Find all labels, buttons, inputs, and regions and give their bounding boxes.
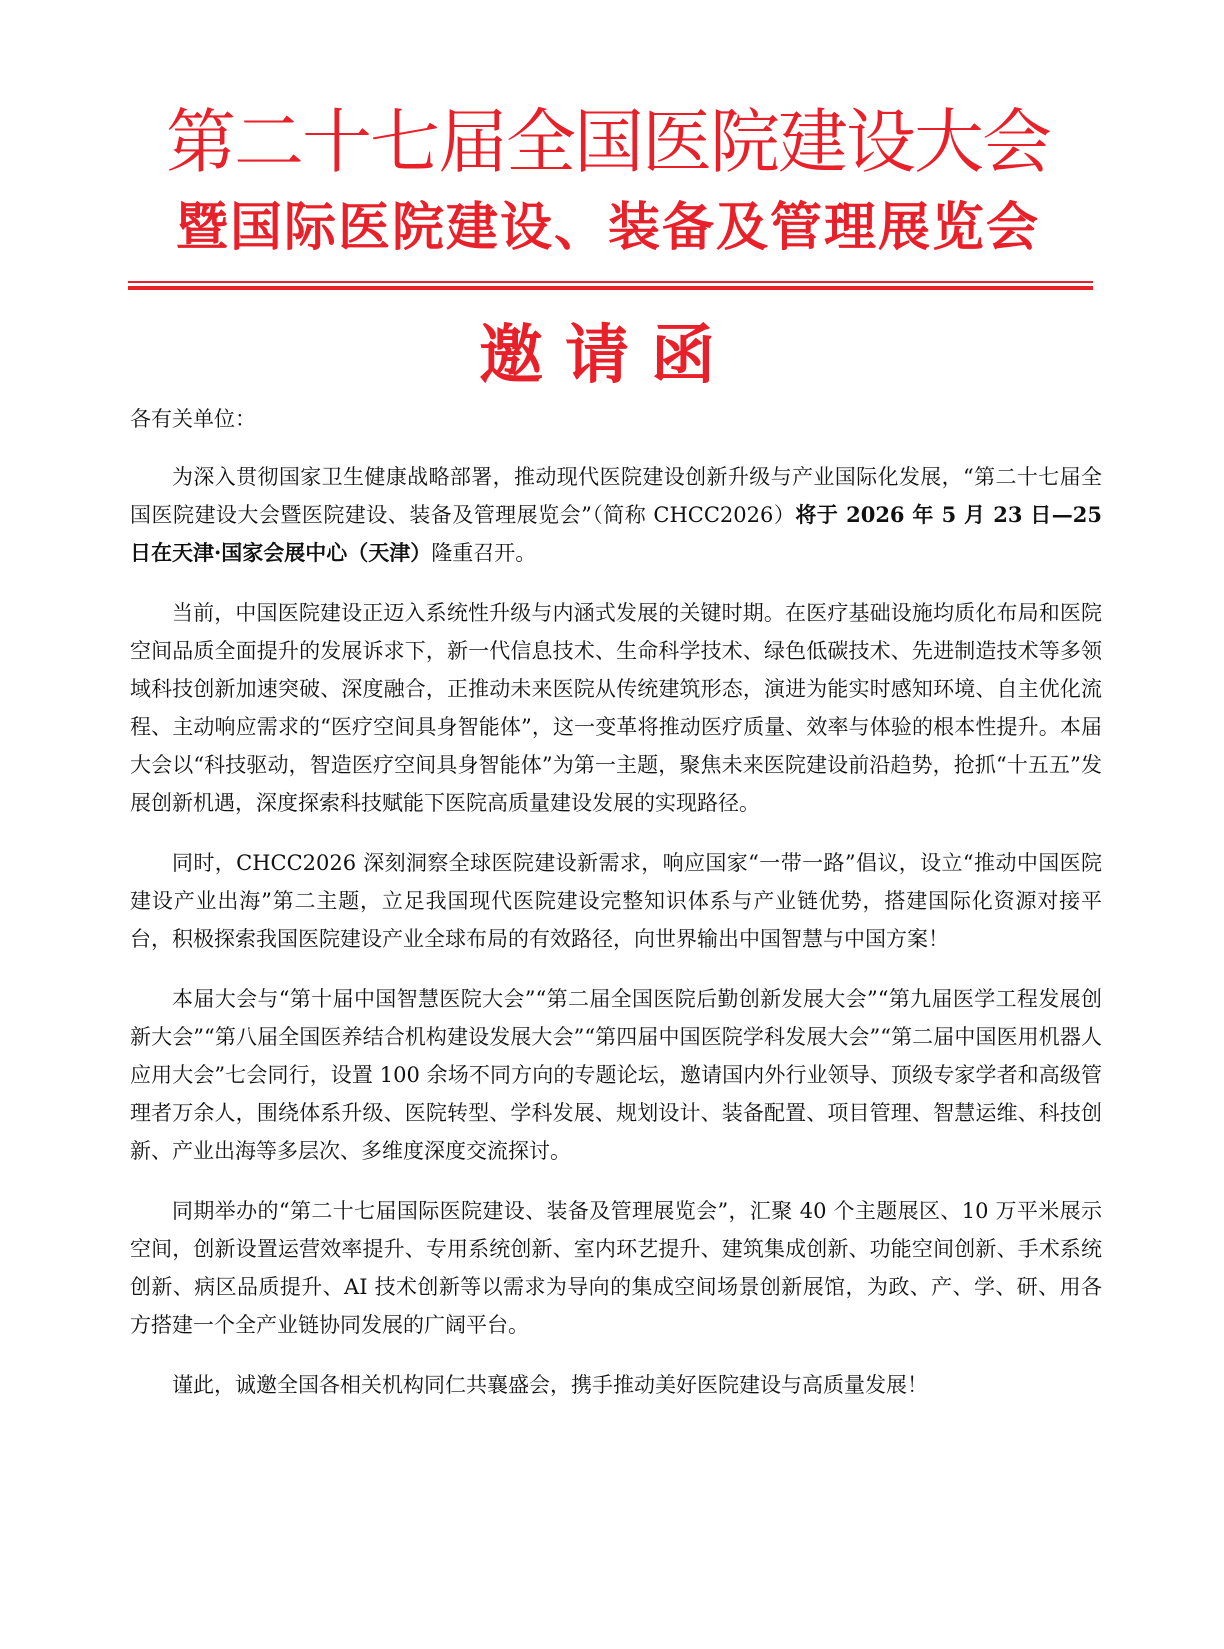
paragraph-intro: [130, 458, 1102, 572]
exhibition-subtitle: 暨国际医院建设、装备及管理展览会: [175, 197, 1040, 258]
salutation: 各有关单位：: [130, 407, 256, 431]
letter-body: [130, 400, 1102, 1426]
intro-text: 为深入贯彻国家卫生健康战略部署，推动现代医院建设创新升级与产业国际化发展，“第二十七届全国医院建设大会暨医院建设、装备及管理展览会”（简称 CHCC2026）: [130, 465, 1102, 527]
paragraph-concurrent-conferences: 本届大会与“第十届中国智慧医院大会”“第二届全国医院后勤创新发展大会”“第九届医学工程发展创新大会”“第八届全国医养结合机构建设发展大会”“第四届中国医院学科发展大会”“第二届中国医用机器人应用大会”七会同行，设置 100 余场不同方向的专题论坛，邀请国内外行业领导、顶级专家学者和高级管理者万余人，围绕体系升级、医院转型、学科发展、规划设计、装备配置、项目管理、智慧运维、科技创新、产业出海等多层次、多维度深度交流探讨。: [130, 987, 1102, 1163]
paragraph-background: 当前，中国医院建设正迈入系统性升级与内涵式发展的关键时期。在医疗基础设施均质化布局和医院空间品质全面提升的发展诉求下，新一代信息技术、生命科学技术、绿色低碳技术、先进制造技术等多领域科技创新加速突破、深度融合，正推动未来医院从传统建筑形态，演进为能实时感知环境、自主优化流程、主动响应需求的“医疗空间具身智能体”，这一变革将推动医疗质量、效率与体验的根本性提升。本届大会以“科技驱动，智造医疗空间具身智能体”为第一主题，聚焦未来医院建设前沿趋势，抢抓“十五五”发展创新机遇，深度探索科技赋能下医院高质量建设发展的实现路径。: [130, 601, 1102, 815]
paragraph-closing: 谨此，诚邀全国各相关机构同仁共襄盛会，携手推动美好医院建设与高质量发展！: [172, 1373, 928, 1397]
intro-closing: 隆重召开。: [431, 541, 537, 565]
header-divider-thick: [128, 286, 1093, 290]
header-divider-thin: [128, 281, 1093, 283]
document-title: 邀请函: [479, 318, 737, 393]
conference-title: 第二十七届全国医院建设大会: [166, 101, 1050, 183]
paragraph-second-theme: 同时，CHCC2026 深刻洞察全球医院建设新需求，响应国家“一带一路”倡议，设立“推动中国医院建设产业出海”第二主题，立足我国现代医院建设完整知识体系与产业链优势，搭建国际化资源对接平台，积极探索我国医院建设产业全球布局的有效路径，向世界输出中国智慧与中国方案！: [130, 851, 1102, 951]
paragraph-exhibition: 同期举办的“第二十七届国际医院建设、装备及管理展览会”，汇聚 40 个主题展区、10 万平米展示空间，创新设置运营效率提升、专用系统创新、室内环艺提升、建筑集成创新、功能空间创新、手术系统创新、病区品质提升、AI 技术创新等以需求为导向的集成空间场景创新展馆，为政、产、学、研、用各方搭建一个全产业链协同发展的广阔平台。: [130, 1199, 1102, 1337]
event-date-venue: 将于 2026 年 5 月 23 日—25 日在天津·国家会展中心（天津）: [130, 502, 1103, 565]
